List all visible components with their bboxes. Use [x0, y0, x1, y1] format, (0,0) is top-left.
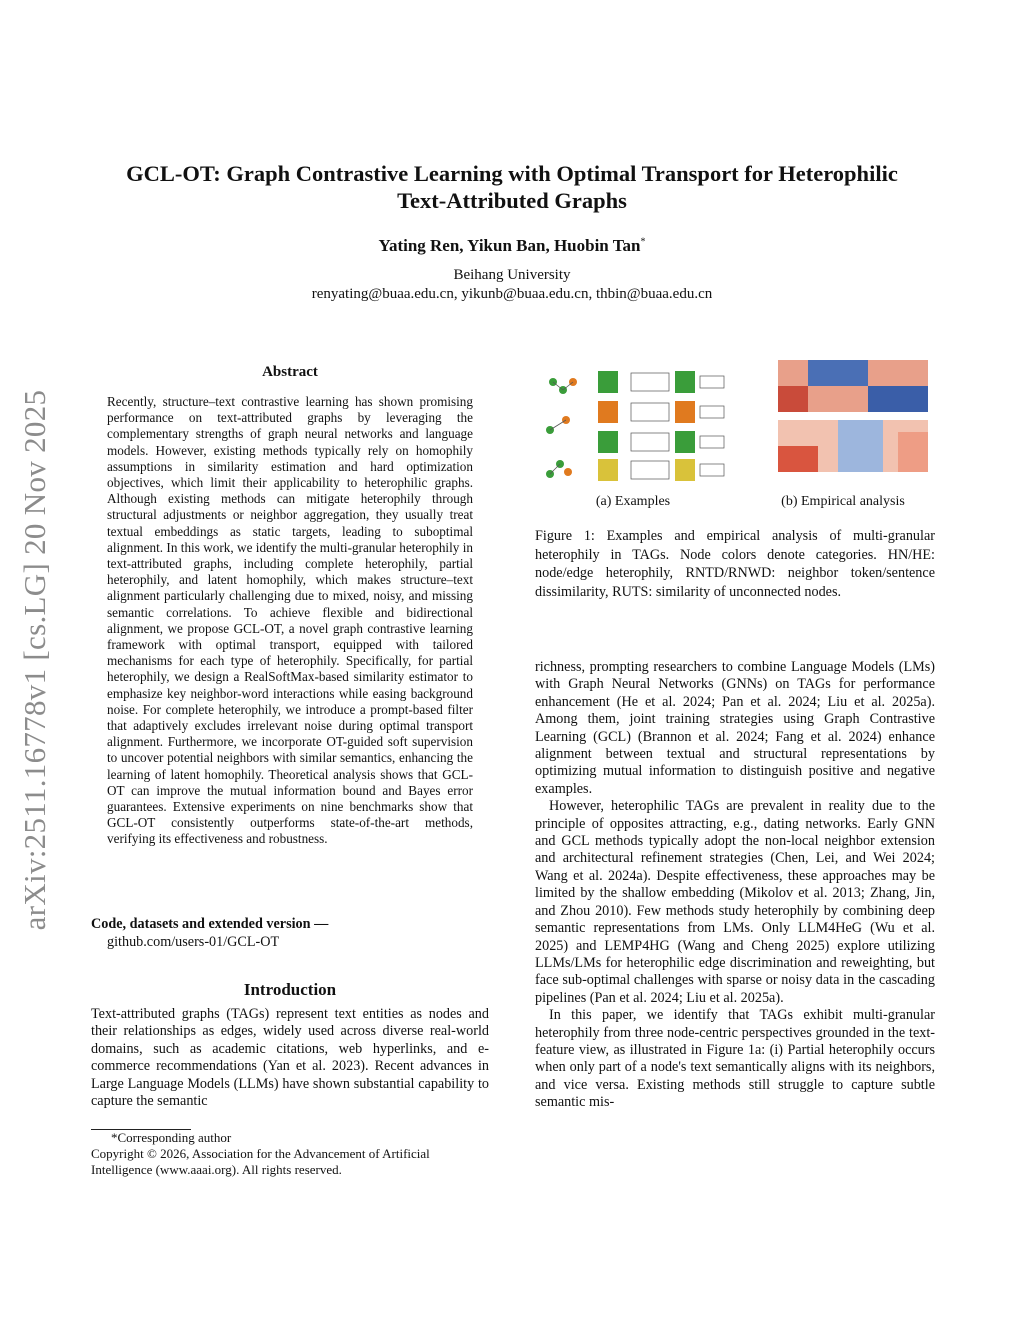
emails[interactable]: renyating@buaa.edu.cn, yikunb@buaa.edu.cn, thbin@buaa.edu.cn [311, 286, 713, 302]
intro-paragraph: Text-attributed graphs (TAGs) represent text entities as nodes and their relationships as edges, widely used across diverse real-world domains, such as academic citations, web hyperlinks, and e-commerce recommendations (Yan et al. 2023). Recent advances in Large Language Models (LLMs) have shown substantial capability to capture the semantic [91, 1006, 489, 1110]
footnotes [91, 1130, 489, 1178]
abstract-heading: Abstract [262, 364, 318, 380]
paragraph: richness, prompting researchers to combine Language Models (LMs) with Graph Neural Networks (GNNs) on TAGs for performance enhancement (He et al. 2024; Pan et al. 2024; Liu et al. 2025a). Among them, joint training strategies using Graph Contrastive Learning (GCL) (Brannon et al. 2024; Fang et al. 2024) enhance alignment between textual and structural representations by optimizing mutual information to distinguish positive and negative examples. [535, 659, 935, 797]
paragraph: In this paper, we identify that TAGs exhibit multi-granular heterophily from three node-centric perspectives grounded in the text-feature view, as illustrated in Figure 1a: (i) Partial heterophily occurs when only part of a node's text semantically aligns with its neighbors, and vice versa. Existing methods still struggle to capture subtle semantic mis- [535, 1007, 935, 1111]
subcaption-a: (a) Examples [595, 494, 671, 509]
code-label: Code, datasets and extended version — [91, 916, 329, 932]
code-section [91, 915, 489, 951]
examples-diagram [538, 356, 728, 488]
figure-examples [538, 356, 728, 488]
heatmap-diagram [748, 356, 938, 488]
figure-caption: Figure 1: Examples and empirical analysis of multi-granular heterophily in TAGs. Node colors denote categories. HN/HE: node/edge heterophily, RNTD/RNWD: neighbor token/sentence dissimilarity, RUTS: similarity of unconnected nodes. [535, 528, 935, 600]
abstract-text: Recently, structure–text contrastive learning has shown promising performance on text-attributed graphs by leveraging the complementary strengths of graph neural networks and language models. However, existing methods typically rely on homophily assumptions in similarity estimation and hard optimization objectives, which limit their applicability to heterophilic graphs. Although existing methods can mitigate heterophily through structural adjustments or neighbor aggregation, they usually treat textual embeddings as static targets, leading to suboptimal alignment. In this work, we identify the multi-granular heterophily in text-attributed graphs, including complete heterophily, partial heterophily, and latent homophily, which makes structure–text alignment particularly challenging due to mixed, noisy, and missing semantic correlations. To achieve flexible and bidirectional alignment, we propose GCL-OT, a novel graph contrastive learning framework with optimal transport, equipped with tailored mechanisms for each type of heterophily. Specifically, for partial heterophily, we design a RealSoftMax-based similarity estimator to emphasize key neighbor-word interactions while easing background noise. For complete heterophily, we introduce a prompt-based filter that adaptively excludes irrelevant noise during optimal transport alignment. Furthermore, we incorporate OT-guided soft supervision to uncover potential neighbors with similar semantics, enhancing the learning of latent homophily. Theoretical analysis shows that GCL-OT can improve the mutual information bound and Bayes error guarantees. Extensive experiments on nine benchmarks show that GCL-OT consistently outperforms state-of-the-art methods, verifying its effectiveness and robustness. [107, 394, 473, 847]
code-link[interactable]: github.com/users-01/GCL-OT [107, 934, 280, 950]
arxiv-stamp [10, 365, 60, 955]
figure-heatmap [748, 356, 938, 488]
authors: Yating Ren, Yikun Ban, Huobin Tan* [378, 236, 646, 255]
paragraph: However, heterophilic TAGs are prevalent in reality due to the principle of opposites attracting, e.g., dating networks. Early GNN and GCL methods typically adopt the non-local neighbor extension and architectural refinement strategies (Chen, Lei, and Wei 2024; Wang et al. 2024a). Despite effectiveness, these approaches may be limited by the shallow embedding (Mikolov et al. 2013; Zhang, Jin, and Zhou 2010). Few methods study heterophily by combining deep semantic representations from LMs. Only LLM4HeG (Wu et al. 2025) and LEMP4HG (Wang and Cheng 2025) explore utilizing LLMs/LMs for heterophilic edge discrimination and reweighting, but face sub-optimal challenges with sparse or noisy data in the cascading pipelines (Pan et al. 2024; Liu et al. 2025a). [535, 798, 935, 1006]
affiliation: Beihang University [453, 267, 571, 283]
figure-1 [538, 356, 938, 488]
footnote: *Corresponding author [111, 1130, 232, 1145]
subcaption-b: (b) Empirical analysis [781, 494, 905, 509]
affiliation-block [60, 266, 964, 304]
right-column [535, 659, 935, 1112]
copyright: Copyright © 2026, Association for the Advancement of Artificial Intelligence (www.aaai.org). All rights reserved. [91, 1146, 430, 1177]
arxiv-id: arXiv:2511.16778v1 [cs.LG] 20 Nov 2025 [17, 389, 52, 931]
paper-title: GCL-OT: Graph Contrastive Learning with Optimal Transport for Heterophilic Text-Attributed Graphs [126, 161, 898, 213]
intro-heading: Introduction [243, 980, 337, 999]
